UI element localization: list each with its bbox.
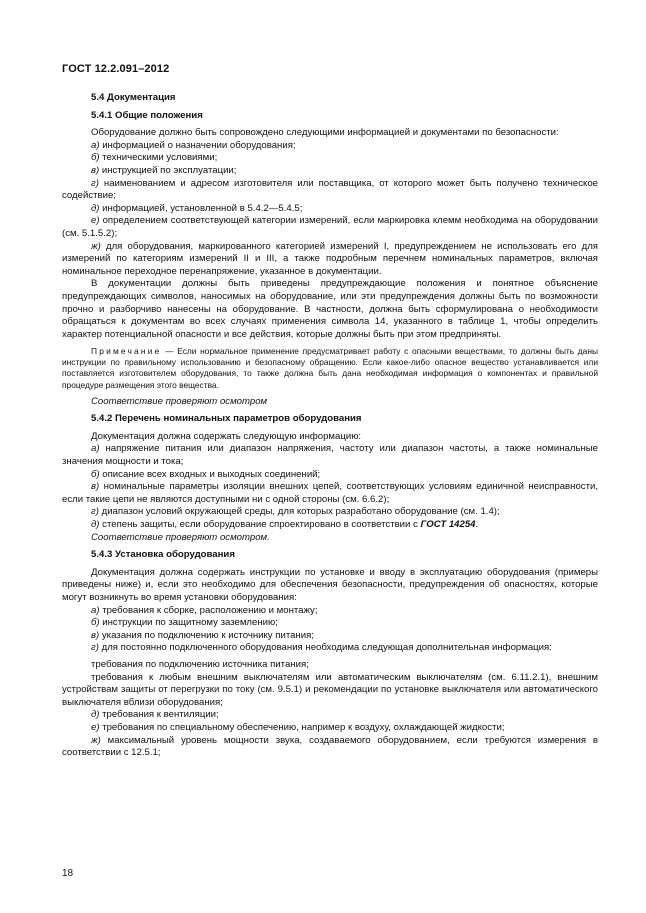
list-text: инструкцией по эксплуатации; (99, 164, 237, 176)
list-item (62, 165, 598, 178)
list-item (62, 722, 598, 735)
list-item (62, 215, 598, 240)
list-text: техническими условиями; (99, 152, 218, 164)
list-text-end: . (475, 519, 479, 530)
list-letter: в) (91, 629, 100, 641)
paragraph-warnings: В документации должны быть приведены предупреждающие положения и понятное объяснение предупреждающих символов, наносимых на оборудование, или эти предупреждения должны быть по возможности прочно и разборчиво нанесены на оборудование. В частности, должна быть сформулирована о необходимости обращаться к документам во всех случаях применения символа 14, указанного в таблице 1, чтобы определить характер потенциальной опасности и все действия, которые должны быть при этом предприняты. (62, 278, 598, 340)
list-item (62, 519, 598, 532)
standard-reference: ГОСТ 14254 (420, 519, 476, 530)
list-letter: б) (91, 152, 100, 164)
section-heading-5-4: 5.4 Документация (91, 92, 176, 103)
list-text: требования к сборке, расположению и монтажу; (99, 604, 318, 616)
list-text: степень защиты, если оборудование спроектировано в соответствии с (99, 519, 421, 530)
list-letter: ж) (91, 240, 101, 252)
list-item (62, 605, 598, 618)
list-item (62, 469, 598, 482)
compliance-check-5-4-1: Соответствие проверяют осмотром (91, 395, 268, 407)
list-text: определением соответствующей категории измерений, если маркировка клемм необходима на оборудовании (см. 5.1.5.2); (62, 215, 598, 239)
list-item (62, 241, 598, 279)
note-text: — Если нормальное применение предусматривает работу с опасными веществами, то должны быть даны инструкции по правильному использованию и безопасному обращению. Если какое-либо опасное вещество устанавливается или поставляется изготовителем оборудования, то также должна быть дана необходимая информация о компонентах и правильной процедуре размещения этого вещества. (62, 346, 598, 390)
list-text: для постоянно подключенного оборудования необходима следующая дополнительная информация: (98, 642, 552, 654)
sub-item-external-switches: требования к любым внешним выключателям или автоматическим выключателям (см. 6.11.2.1), внешним устройствам защиты от перегрузки по току (см. 9.5.1) и рекомендации по установке выключателя или автоматического выключателя вблизи оборудования; (62, 671, 598, 708)
list-letter: г) (91, 177, 99, 189)
list-text: наименованием и адресом изготовителя или поставщика, от которого может быть получено техническое содействие; (62, 177, 598, 202)
section-heading-5-4-1: 5.4.1 Общие положения (91, 109, 203, 121)
list-item (62, 443, 598, 468)
list-item (62, 152, 598, 165)
paragraph-intro-5-4-1: Оборудование должно быть сопровождено следующими информацией и документами по безопасности: (91, 127, 559, 139)
list-text: напряжение питания или диапазон напряжения, частоту или диапазон частоты, а также номинальные значения мощности и тока; (62, 443, 598, 468)
note-label: Примечание (91, 346, 162, 357)
compliance-check-5-4-2: Соответствие проверяют осмотром. (91, 531, 270, 543)
list-text: инструкции по защитному заземлению; (99, 617, 278, 629)
list-text: требования к вентиляции; (99, 709, 219, 721)
list-item (62, 203, 598, 216)
list-text: информацией о назначении оборудования; (99, 139, 296, 151)
paragraph-intro-5-4-3: Документация должна содержать инструкции по установке и вводу в эксплуатацию оборудования (примеры приведены ниже) и, если это необходимо для обеспечения безопасности, предупреждения об опасностях, которые могут возникнуть во время установки оборудования: (62, 566, 598, 603)
list-letter: д) (91, 202, 100, 214)
document-header: ГОСТ 12.2.091–2012 (62, 63, 170, 75)
note (62, 346, 598, 390)
list-letter: г) (91, 506, 99, 518)
list-letter: а) (91, 139, 100, 151)
sub-item-power-connection: требования по подключению источника питания; (91, 658, 309, 670)
list-item (62, 630, 598, 643)
list-item (62, 642, 598, 655)
list-text: указания по подключению к источнику питания; (99, 629, 314, 641)
list-text: для оборудования, маркированного категорией измерений I, предупреждением не использовать его для измерений по категориям измерений II и III, а также подробным перечнем номинальных параметров, включая номинальное переходное перенапряжение, указанное в документации. (62, 240, 598, 277)
list-item (62, 140, 598, 153)
list-letter: в) (91, 164, 100, 176)
list-letter: е) (91, 721, 100, 733)
list-text: диапазон условий окружающей среды, для которых разработано оборудование (см. 1.4); (98, 506, 500, 518)
paragraph-intro-5-4-2: Документация должна содержать следующую информацию: (91, 430, 362, 442)
list-letter: б) (91, 617, 100, 629)
list-item (62, 735, 598, 760)
list-text: информацией, установленной в 5.4.2—5.4.5; (99, 202, 303, 214)
list-item (62, 709, 598, 722)
page-number: 18 (62, 868, 74, 879)
list-text: описание всех входных и выходных соединений; (99, 468, 321, 480)
list-letter: д) (91, 709, 100, 721)
list-item (62, 617, 598, 630)
list-letter: д) (91, 519, 100, 530)
list-letter: г) (91, 642, 99, 654)
list-item (62, 481, 598, 506)
list-letter: е) (91, 215, 100, 227)
list-letter: в) (91, 481, 100, 493)
list-item (62, 506, 598, 519)
section-heading-5-4-3: 5.4.3 Установка оборудования (91, 549, 235, 561)
list-text: максимальный уровень мощности звука, создаваемого оборудованием, если требуются измерения в соответствии с 12.5.1; (62, 734, 598, 759)
list-text: номинальные параметры изоляции внешних цепей, соответствующих условиям единичной неисправности, если такие цепи не являются доступными ни с одной стороны (см. 6.6.2); (62, 481, 598, 505)
list-item (62, 178, 598, 203)
list-letter: а) (91, 443, 100, 455)
section-heading-5-4-2: 5.4.2 Перечень номинальных параметров оборудования (91, 413, 362, 425)
list-letter: ж) (91, 734, 101, 746)
page-content (62, 92, 598, 760)
list-letter: а) (91, 604, 100, 616)
list-letter: б) (91, 468, 100, 480)
list-text: требования по специальному обеспечению, например к воздуху, охлаждающей жидкости; (99, 721, 505, 733)
